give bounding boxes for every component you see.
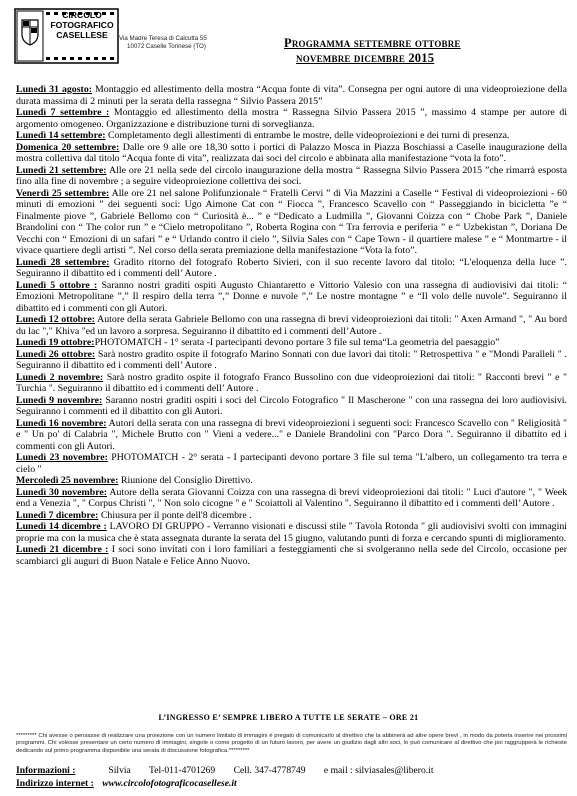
program-entry (16, 130, 567, 142)
program-entry (16, 84, 567, 107)
entry-description: PHOTOMATCH - 2° serata - I partecipanti devono portare 3 file sul tema "L'albero, un collegamento tra terra e cielo " (16, 452, 567, 475)
entry-description: Saranno nostri graditi ospiti Augusto Chiantaretto e Vittorio Valesio con una rassegna di audiovisivi dai titoli: “ Emozioni Metropolitane ”,” Il respiro della terra ”,” Donne e nuvole ”,” Le nostre montagne ” e “Il volo delle nuvole”. Seguiranno il dibattito ed i commenti con gli Autori. (16, 279, 567, 314)
entry-description: Saranno nostri graditi ospiti i soci del Circolo Fotografico " Il Mascherone " con una rassegna dei loro audiovisivi. Seguiranno i commenti ed il dibattito con gli Autori. (16, 394, 567, 417)
entry-description: Autore della serata Giovanni Coizza con una rassegna di brevi videoproiezioni dai titoli: " Luci d'autore ", " Week end a Venezia ", " Corpus Christi ", " Non solo cicogne " e " Scoiattoli al Valentino ". Seguiranno il dibattito ed i commenti dell’ Autore . (16, 486, 567, 509)
entry-date: Lunedì 28 settembre: (16, 256, 110, 268)
program-entry (16, 349, 567, 372)
entry-date: Lunedì 7 dicembre: (16, 509, 99, 521)
entry-date: Lunedì 14 dicembre : (16, 521, 107, 532)
entry-description: Riunione del Consiglio Direttivo. (118, 475, 253, 486)
cell-number: Cell. 347-4778749 (233, 765, 306, 776)
program-entry (16, 314, 567, 337)
internet-label: Indirizzo internet : (16, 778, 94, 789)
contact-info (16, 764, 567, 790)
program-entry (16, 372, 567, 395)
entry-date: Lunedì 30 novembre: (16, 486, 108, 498)
entry-date: Lunedì 14 settembre: (16, 130, 106, 141)
free-entry-notice: L’INGRESSO E’ SEMPRE LIBERO A TUTTE LE SERATE – ORE 21 (158, 713, 419, 722)
title-line-1: Programma settembre ottobre (284, 36, 461, 50)
entry-date: Lunedì 26 ottobre: (16, 348, 96, 360)
entry-date: Lunedì 9 novembre: (16, 394, 103, 406)
entry-date: Venerdì 25 settembre: (16, 187, 110, 199)
header (14, 8, 569, 68)
email-link[interactable]: silviasales@libero.it (355, 765, 434, 776)
entry-description: Sarà nostro gradito ospite il fotografo Franco Bussolino con due videoproiezioni dai titoli: " Racconti brevi " e " Turchia ". Seguiranno il dibattito ed i commenti dell’ Autore . (16, 371, 567, 394)
program-entry (16, 395, 567, 418)
entry-date: Lunedì 12 ottobre: (16, 314, 95, 325)
entry-description: Montaggio ed allestimento della mostra “Acqua fonte di vita”. Consegna per ogni autore di una videoproiezione della durata massima di 2 minuti per la serata della rassegna “ Silvio Passera 2015” (16, 84, 567, 107)
entry-description: LAVORO DI GRUPPO - Verranno visionati e discussi stile " Tavola Rotonda " gli audiovisivi svolti con immagini proprie ma con la musica che è stata assegnata durante la serata del 15 giugno, valutando punti di forza e cercando spunti di miglioramento. (16, 521, 567, 544)
entry-description: Chiusura per il ponte dell'8 dicembre . (98, 509, 252, 521)
entry-description: Gradito ritorno del fotografo Roberto Sivieri, con il suo recente lavoro dal titolo: “L'eloquenza della luce ”. Seguiranno il dibattito ed i commenti dell’ Autore . (16, 256, 567, 279)
entry-date: Lunedì 21 settembre: (16, 164, 107, 176)
club-name-line: CIRCOLO (62, 10, 102, 20)
program-entry (16, 475, 567, 487)
entry-description: Autore della serata Gabriele Bellomo con una rassegna di brevi videoproiezioni dai titoli: " Axen Armand ", " Au bord du lac "," Khiva "ed un lavoro a sorpresa. Seguiranno il dibattito ed i commenti dell’Autore . (16, 314, 567, 337)
program-entry (16, 107, 567, 130)
entry-date: Lunedì 21 dicembre : (16, 544, 109, 555)
program-entry (16, 418, 567, 453)
entry-description: Completamento degli allestimenti di entrambe le mostre, delle videoproiezioni e dei turni di presenza. (105, 130, 510, 141)
program-entry (16, 142, 567, 165)
entry-date: Lunedì 5 ottobre : (16, 279, 98, 291)
program-entry (16, 544, 567, 567)
email-label: e mail : (323, 765, 353, 776)
program-entry (16, 510, 567, 522)
phone-number: Tel-011-4701269 (149, 765, 216, 776)
program-entry (16, 165, 567, 188)
entry-date: Lunedì 23 novembre: (16, 452, 108, 463)
entry-description: Montaggio ed allestimento della mostra “ Rassegna Silvio Passera 2015 ”, massimo 4 stampe per autore di argomento omogeneo. Organizzazione e distribuzione turni di sorveglianza. (16, 107, 567, 130)
program-list (16, 84, 567, 567)
entry-description: Alle ore 21 nella sede del circolo inaugurazione della mostra “ Rassegna Silvio Passera 2015 ”che rimarrà esposta fino alla fine di novembre ; a seguire videoproiezione collettiva dei soci. (16, 164, 567, 187)
contact-line (16, 764, 567, 777)
program-entry (16, 521, 567, 544)
entry-date: Lunedì 16 novembre: (16, 417, 107, 429)
website-link[interactable]: www.circolofotograficocasellese.it (102, 778, 237, 789)
club-address (119, 35, 239, 51)
entry-date: Lunedì 7 settembre : (16, 107, 110, 118)
page-title (284, 36, 569, 66)
entry-date: Lunedì 2 novembre: (16, 371, 104, 383)
entry-description: I soci sono invitati con i loro familiari a festeggiamenti che si svolgeranno nella sede del Circolo, occasione per scambiarci gli auguri di Buon Natale e Felice Anno Nuovo. (16, 544, 567, 567)
entry-description: Dalle ore 9 alle ore 18,30 sotto i portici di Palazzo Mosca in Piazza Boschiassi a Caselle inaugurazione della mostra collettiva dal titolo “Acqua fonte di vita”, realizzata dai soci del circolo e abbinata alla manifestazione “vota la foto”. (16, 141, 567, 164)
program-entry (16, 257, 567, 280)
title-line-2: novembre dicembre 2015 (296, 51, 435, 65)
info-label: Informazioni : (16, 765, 76, 776)
entry-date: Mercoledì 25 novembre: (16, 475, 119, 486)
entry-date: Lunedì 31 agosto: (16, 84, 93, 95)
entry-description: Autori della serata con una rassegna di brevi videoproiezioni i seguenti soci: Francesco Scavello con " Religiosità " e " Un po' di Calabria ", Michele Brutto con " Vieni a vedere..." e Daniele Brandolini con "Parco Dora ". Seguiranno il dibattito ed i commenti con gli Autori. (16, 417, 567, 452)
entry-description: Sarà nostro gradito ospite il fotografo Marino Sonnati con due lavori dai titoli: " Retrospettiva " e "Mondi Paralleli " . Seguiranno il dibattito ed i commenti dell’ Autore . (16, 348, 567, 371)
entry-description: Alle ore 21 nel salone Polifunzionale “ Fratelli Cervi ” di Via Mazzini a Caselle “ Festival di videoproiezioni - 60 minuti di emozioni ” dei seguenti soci: Ugo Aimone Cat con “ Fiocca ”, Francesco Scavello con “ Passeggiando in bicicletta ”e “ Finalmente piove ”, Gabriele Bellomo con “ Curiosità è... ” e “Dedicato a Ludmilla ”, Giovanni Coizza con “ Chobe Park ”, Daniele Brandolini con “ The color run ” e “Cielo metropolitano ”, Roberta Rogina con “ Tra ferrovia e periferia ” e “ Uzbekistan ”, Doriana De Vecchi con “ Emozioni di un safari ” e “ Urlando contro il cielo ”, Silvia Sales con “ Cape Town - il quartiere malese ” e “ Montmartre - il vivace quartiere degli artisti ”. Nel corso della serata premiazione della manifestazione “Vota la foto”. (16, 187, 567, 256)
website-line (16, 777, 567, 790)
footnote: ********* Chi avesse o pensasse di realizzare una proiezione con un numero limitato di immagini è pregato di comunicarlo al direttivo che la abbinerà ad altre opere brevi , in modo da poterla inserire nei prossimi programmi. Chi volesse presentare un certo numero di immagini, singole o come progetto di un futuro lavoro, per avere un giudizio dagli altri soci, lo può comunicare al direttivo che poi raggrupperà le richieste dedicando sul primo programma disponibile una serata di discussione fotografica.********* (16, 733, 567, 754)
program-entry (16, 337, 567, 349)
program-entry (16, 487, 567, 510)
program-entry (16, 188, 567, 257)
club-name-line: FOTOGRAFICO (50, 20, 114, 30)
program-entry (16, 280, 567, 315)
program-entry (16, 452, 567, 475)
club-name-line: CASELLESE (56, 30, 108, 40)
address-line: 10072 Caselle Torinese (TO) (127, 43, 206, 50)
entry-date: Domenica 20 settembre: (16, 141, 120, 153)
club-name (48, 10, 116, 40)
entry-date: Lunedì 19 ottobre: (16, 337, 95, 348)
address-line: Via Madre Teresa di Calcutta 55 (119, 35, 207, 42)
contact-name: Silvia (108, 765, 131, 776)
entry-description: PHOTOMATCH - 1° serata -I partecipanti devono portare 3 file sul tema“La geometria del paesaggio” (94, 337, 500, 348)
